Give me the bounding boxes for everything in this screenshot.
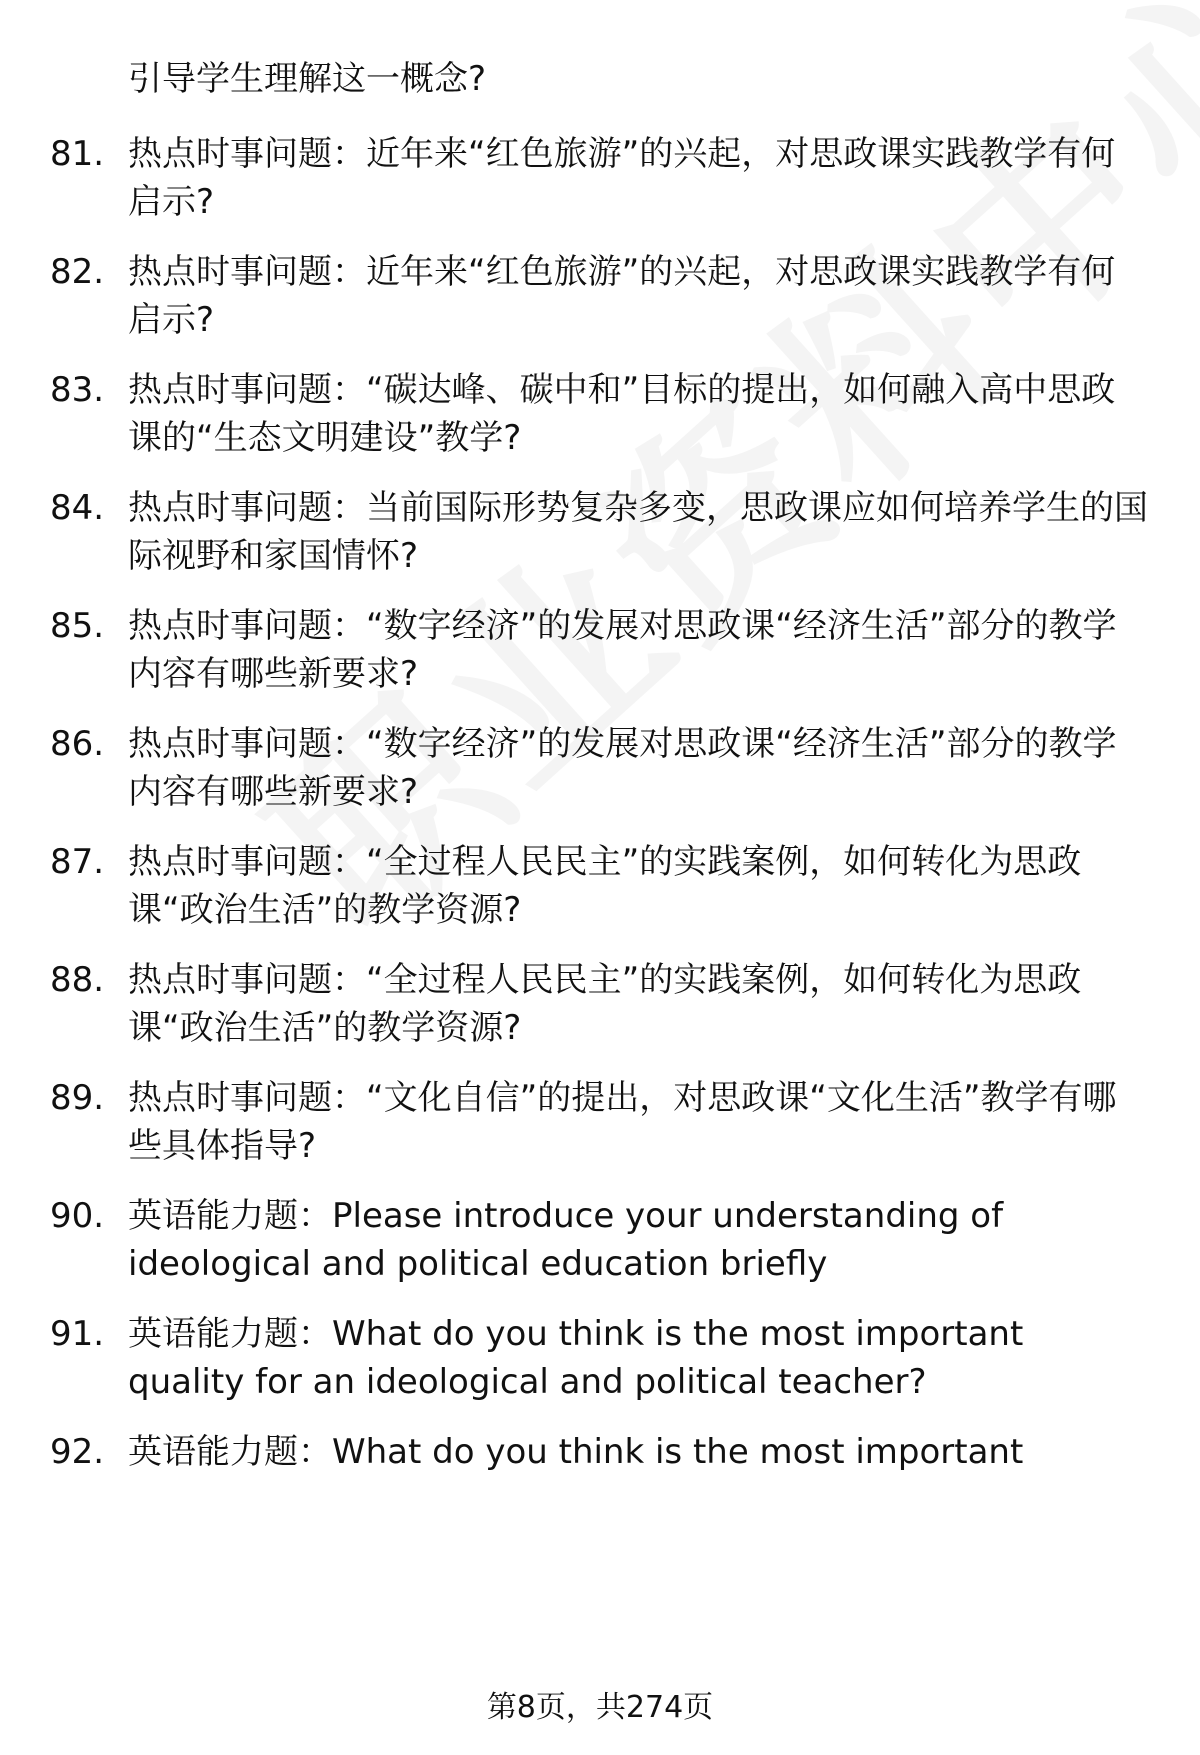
- question-item: [50, 1192, 1150, 1288]
- question-number: 86.: [50, 724, 105, 764]
- question-text: 热点时事问题：“数字经济”的发展对思政课“经济生活”部分的教学内容有哪些新要求?: [128, 606, 1117, 694]
- question-number: 92.: [50, 1432, 105, 1472]
- question-number: 88.: [50, 960, 105, 1000]
- question-item: [50, 1074, 1150, 1170]
- question-text: 热点时事问题：近年来“红色旅游”的兴起，对思政课实践教学有何启示?: [128, 134, 1116, 222]
- question-number: 87.: [50, 842, 105, 882]
- question-item: [50, 838, 1150, 934]
- question-text: 热点时事问题：“数字经济”的发展对思政课“经济生活”部分的教学内容有哪些新要求?: [128, 724, 1117, 812]
- question-text: 热点时事问题：“文化自信”的提出，对思政课“文化生活”教学有哪些具体指导?: [128, 1078, 1117, 1166]
- question-text: 热点时事问题：当前国际形势复杂多变，思政课应如何培养学生的国际视野和家国情怀?: [128, 488, 1148, 576]
- question-item: [50, 366, 1150, 462]
- question-number: 91.: [50, 1314, 105, 1354]
- question-number: 82.: [50, 252, 105, 292]
- question-number: 85.: [50, 606, 105, 646]
- question-text: 热点时事问题：近年来“红色旅游”的兴起，对思政课实践教学有何启示?: [128, 252, 1116, 340]
- page-footer: 第8页，共274页: [486, 1690, 714, 1725]
- question-item: [50, 248, 1150, 344]
- question-item: [50, 720, 1150, 816]
- question-item: [50, 484, 1150, 580]
- question-text: 热点时事问题：“全过程人民民主”的实践案例，如何转化为思政课“政治生活”的教学资源?: [128, 960, 1082, 1048]
- question-number: 90.: [50, 1196, 105, 1236]
- question-text: 英语能力题：What do you think is the most important quality for an ideological and political teacher?: [128, 1314, 1024, 1402]
- question-number: 84.: [50, 488, 105, 528]
- question-number: 89.: [50, 1078, 105, 1118]
- question-text: 热点时事问题：“碳达峰、碳中和”目标的提出，如何融入高中思政课的“生态文明建设”教学?: [128, 370, 1116, 458]
- question-text: 英语能力题：What do you think is the most important: [128, 1432, 1024, 1472]
- question-text: 英语能力题：Please introduce your understanding of ideological and political education briefly: [128, 1196, 1004, 1284]
- question-number: 81.: [50, 134, 105, 174]
- question-item: [50, 130, 1150, 226]
- question-item: [50, 1310, 1150, 1406]
- question-item: [50, 602, 1150, 698]
- question-item: [50, 956, 1150, 1052]
- continuation-text: 引导学生理解这一概念?: [128, 59, 487, 99]
- question-text: 热点时事问题：“全过程人民民主”的实践案例，如何转化为思政课“政治生活”的教学资源?: [128, 842, 1082, 930]
- question-number: 83.: [50, 370, 105, 410]
- question-item: [50, 1428, 1150, 1476]
